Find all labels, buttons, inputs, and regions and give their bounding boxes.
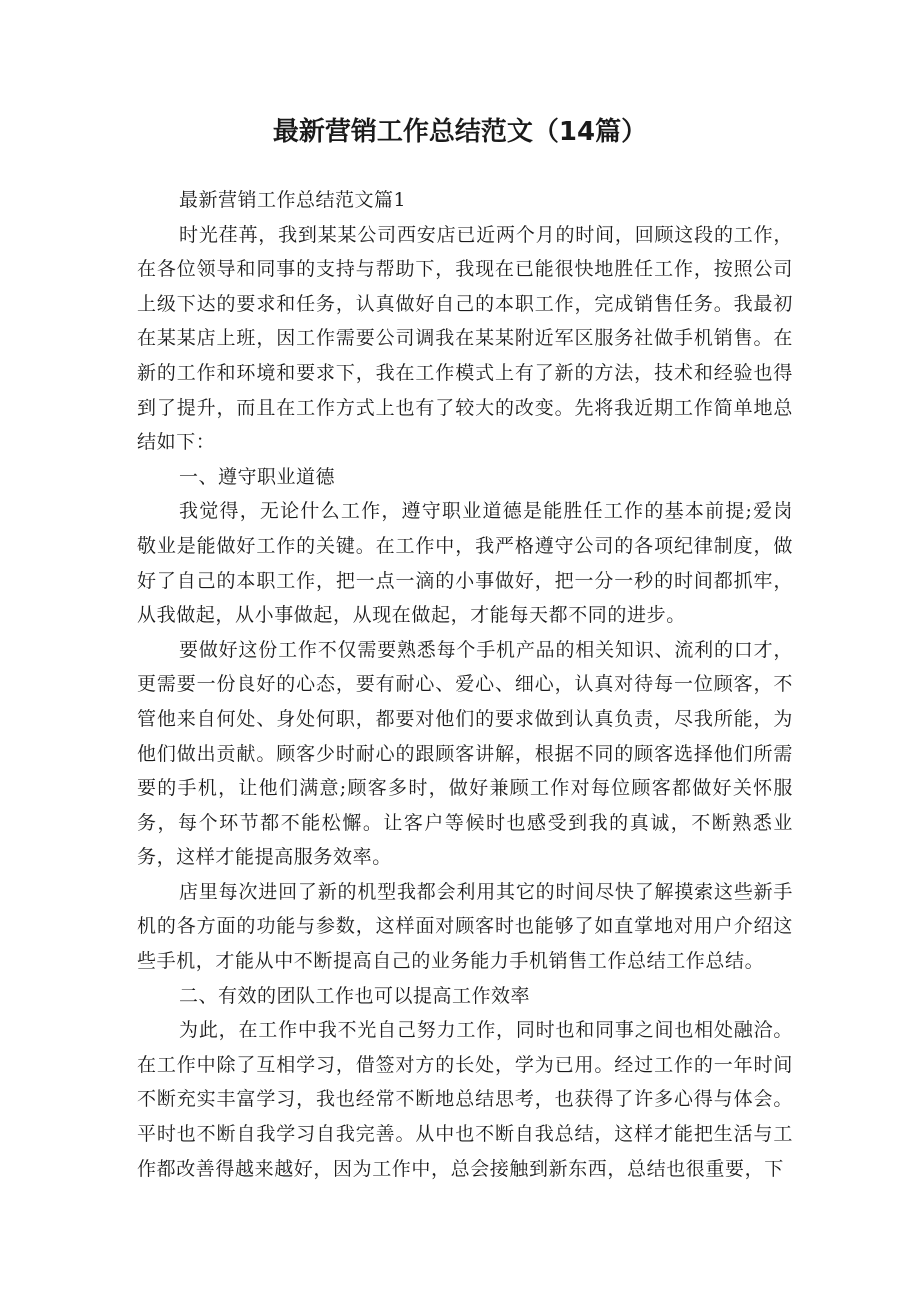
paragraph: 我觉得，无论什么工作，遵守职业道德是能胜任工作的基本前提;爱岗敬业是能做好工作的关键。在工作中，我严格遵守公司的各项纪律制度，做好了自己的本职工作，把一点一滴的小事做好，把一分一秒的时间都抓牢，从我做起，从小事做起，从现在做起，才能每天都不同的进步。 <box>137 500 793 627</box>
section-heading: 最新营销工作总结范文篇1 <box>179 189 407 211</box>
paragraph: 店里每次进回了新的机型我都会利用其它的时间尽快了解摸索这些新手机的各方面的功能与参数，这样面对顾客时也能够了如直掌地对用户介绍这些手机，才能从中不断提高自己的业务能力手机销售工作总结工作总结。 <box>137 880 793 973</box>
document-title: 最新营销工作总结范文（14篇） <box>272 117 648 147</box>
subsection-heading: 一、遵守职业道德 <box>179 465 336 488</box>
subsection-heading: 二、有效的团队工作也可以提高工作效率 <box>179 984 531 1007</box>
paragraph: 要做好这份工作不仅需要熟悉每个手机产品的相关知识、流利的口才，更需要一份良好的心态，要有耐心、爱心、细心，认真对待每一位顾客，不管他来自何处、身处何职，都要对他们的要求做到认真负责，尽我所能，为他们做出贡献。顾客少时耐心的跟顾客讲解，根据不同的顾客选择他们所需要的手机，让他们满意;顾客多时，做好兼顾工作对每位顾客都做好关怀服务，每个环节都不能松懈。让客户等候时也感受到我的真诚，不断熟悉业务，这样才能提高服务效率。 <box>137 638 793 869</box>
paragraph: 时光荏苒，我到某某公司西安店已近两个月的时间，回顾这段的工作，在各位领导和同事的支持与帮助下，我现在已能很快地胜任工作，按照公司上级下达的要求和任务，认真做好自己的本职工作，完成销售任务。我最初在某某店上班，因工作需要公司调我在某某附近军区服务社做手机销售。在新的工作和环境和要求下，我在工作模式上有了新的方法，技术和经验也得到了提升，而且在工作方式上也有了较大的改变。先将我近期工作简单地总结如下： <box>137 223 793 454</box>
document-body <box>137 183 793 1186</box>
paragraph: 为此，在工作中我不光自己努力工作，同时也和同事之间也相处融洽。在工作中除了互相学习，借签对方的长处，学为已用。经过工作的一年时间不断充实丰富学习，我也经常不断地总结思考，也获得了许多心得与体会。平时也不断自我学习自我完善。从中也不断自我总结，这样才能把生活与工作都改善得越来越好，因为工作中，总会接触到新东西，总结也很重要，下 <box>137 1019 793 1180</box>
